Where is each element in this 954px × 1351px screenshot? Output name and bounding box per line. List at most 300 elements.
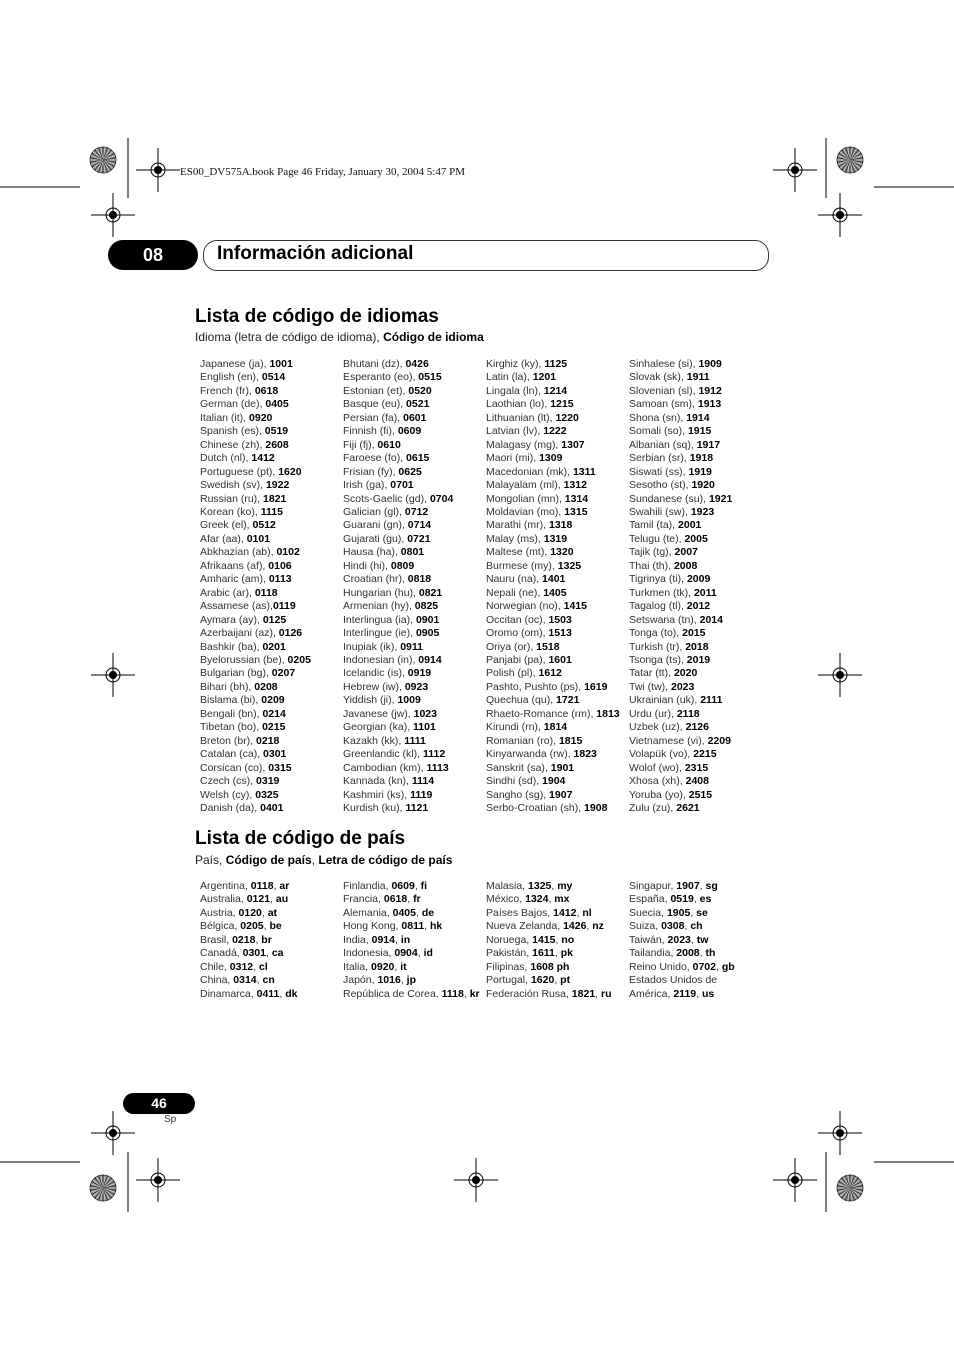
language-name: Ukrainian (uk), — [629, 694, 701, 707]
language-entry — [343, 546, 453, 559]
country-letter-code: ch — [690, 920, 703, 933]
country-letter-code: tw — [696, 933, 709, 946]
country-entry: Francia, 0618, fr — [343, 893, 421, 906]
language-code: 2111 — [700, 694, 723, 707]
language-entry — [200, 479, 311, 492]
language-name: Xhosa (xh), — [629, 775, 686, 788]
language-code: 2007 — [674, 546, 698, 559]
language-name: Turkmen (tk), — [629, 586, 694, 599]
language-entry — [200, 681, 311, 694]
language-name: Assamese (as), — [200, 600, 273, 613]
language-entry — [629, 789, 732, 802]
language-code: 0905 — [415, 627, 440, 640]
country-entry: Noruega, 1415, no — [486, 933, 575, 946]
language-code: 1601 — [548, 653, 572, 666]
country-code: 1324 — [525, 893, 549, 906]
language-entry — [629, 748, 732, 761]
language-code: 0512 — [252, 519, 276, 532]
country-code: 0118 — [250, 880, 274, 892]
language-entry — [629, 654, 732, 667]
language-entry — [200, 493, 311, 506]
language-entry — [343, 775, 453, 788]
language-name: Oriya (or), — [486, 640, 537, 653]
language-name: Persian (fa), — [343, 411, 404, 424]
country-code: 0914 — [371, 933, 395, 946]
language-entry — [629, 439, 732, 452]
language-code: 1119 — [410, 788, 433, 801]
language-name: Hungarian (hu), — [343, 586, 419, 599]
language-name: Telugu (te), — [629, 532, 685, 545]
country-entry: Dinamarca, 0411, dk — [200, 987, 298, 1000]
language-entry — [200, 452, 311, 465]
language-entry — [200, 439, 311, 452]
language-code: 2001 — [678, 519, 702, 532]
language-code: 1115 — [260, 505, 283, 518]
country-name: Reino Unido, — [629, 960, 693, 973]
language-code: 1920 — [691, 479, 715, 492]
country-letter-code: au — [275, 893, 289, 906]
language-name: Macedonian (mk), — [486, 465, 573, 478]
country-letter-code: sg — [705, 880, 718, 892]
country-entry — [486, 961, 612, 974]
language-column — [629, 358, 732, 815]
language-code: 1312 — [563, 479, 587, 492]
language-entry — [629, 452, 732, 465]
language-name: Vietnamese (vi), — [629, 734, 708, 747]
country-code: 2008 — [676, 947, 700, 960]
language-code: 1823 — [573, 748, 597, 761]
language-code: 0914 — [418, 653, 442, 666]
language-code: 0625 — [398, 465, 422, 478]
language-name: Portuguese (pt), — [200, 465, 279, 478]
country-entry: Reino Unido, 0702, gb — [629, 960, 735, 973]
language-name: Uzbek (uz), — [629, 721, 686, 734]
country-code: 0618 — [383, 893, 408, 906]
country-entry: Chile, 0312, cl — [200, 960, 268, 973]
language-entry — [200, 371, 311, 384]
language-code: 0405 — [265, 398, 289, 411]
language-code: 0401 — [260, 801, 284, 814]
language-name: Yoruba (yo), — [629, 788, 689, 801]
language-name: Russian (ru), — [200, 492, 264, 505]
country-letter-code: ru — [601, 987, 612, 1000]
language-code: 1101 — [413, 721, 436, 734]
country-code: 0120 — [238, 906, 262, 919]
language-entry — [629, 519, 732, 532]
language-entry — [200, 573, 311, 586]
country-name: España, — [629, 893, 671, 906]
country-column — [200, 880, 298, 1001]
language-entry — [343, 802, 453, 815]
language-entry — [629, 641, 732, 654]
country-code: 2119 — [673, 987, 697, 1000]
language-name: Latin (la), — [486, 371, 533, 384]
language-code: 0514 — [261, 371, 286, 384]
language-name: Fiji (fj), — [343, 438, 378, 451]
country-name: América, — [629, 987, 674, 1000]
language-name: Samoan (sm), — [629, 398, 698, 411]
language-entry — [343, 721, 453, 734]
country-code: 1907 — [676, 880, 700, 892]
language-name: Turkish (tr), — [629, 640, 686, 653]
country-entry: América, 2119, us — [629, 987, 715, 1000]
language-entry — [200, 775, 311, 788]
language-entry — [200, 667, 311, 680]
language-code: 0919 — [407, 667, 432, 680]
language-code: 1915 — [687, 425, 712, 438]
language-entry — [343, 493, 453, 506]
language-name: Abkhazian (ab), — [200, 546, 277, 559]
language-code: 0712 — [404, 505, 429, 518]
country-code: 1905 — [666, 906, 691, 919]
language-name: German (de), — [200, 398, 266, 411]
language-code: 1612 — [538, 667, 562, 680]
language-entry — [486, 721, 620, 734]
country-code: 0205 — [240, 920, 264, 933]
country-name: Taiwán, — [629, 933, 668, 946]
language-name: Aymara (ay), — [200, 613, 263, 626]
language-entry — [343, 519, 453, 532]
country-code: 0411 — [256, 987, 280, 1000]
country-name: China, — [200, 974, 234, 987]
language-name: Tibetan (bo), — [200, 721, 263, 734]
language-code: 0520 — [408, 384, 432, 397]
language-entry — [486, 587, 620, 600]
language-code: 1111 — [404, 734, 426, 747]
language-entry — [343, 694, 453, 707]
language-code: 0315 — [268, 761, 292, 774]
language-name: Sindhi (sd), — [486, 775, 543, 788]
language-name: Kashmiri (ks), — [343, 788, 411, 801]
language-name: Sanskrit (sa), — [486, 761, 551, 774]
language-name: Swahili (sw), — [629, 505, 691, 518]
registration-target-icon — [136, 148, 180, 192]
language-entry — [200, 614, 311, 627]
language-code: 0101 — [246, 532, 271, 545]
language-code: 1405 — [543, 586, 567, 599]
language-name: Welsh (cy), — [200, 788, 256, 801]
print-info-line: ES00_DV575A.book Page 46 Friday, January 30, 2004 5:47 PM — [180, 166, 465, 178]
language-column — [343, 358, 453, 815]
country-code: 0904 — [394, 947, 418, 960]
registration-wheel-icon — [837, 147, 863, 173]
country-name: Estados Unidos de — [629, 974, 718, 987]
language-code: 2020 — [673, 667, 698, 680]
language-code: 1914 — [686, 411, 710, 424]
language-name: Tajik (tg), — [629, 546, 675, 559]
country-code: 1415 — [532, 933, 556, 946]
language-entry — [629, 573, 732, 586]
language-entry — [200, 412, 311, 425]
language-code: 1917 — [696, 438, 721, 451]
language-code: 1319 — [543, 532, 568, 545]
language-entry — [343, 479, 453, 492]
language-entry — [629, 802, 732, 815]
country-entry: Hong Kong, 0811, hk — [343, 920, 443, 933]
language-entry — [629, 735, 732, 748]
country-letter-code: pt — [560, 974, 571, 987]
country-code: 2023 — [667, 933, 691, 946]
language-name: Irish (ga), — [343, 479, 391, 492]
language-entry — [629, 775, 732, 788]
country-entry: Bélgica, 0205, be — [200, 920, 282, 933]
country-entry: Alemania, 0405, de — [343, 906, 435, 919]
language-entry — [629, 385, 732, 398]
country-name: Canadá, — [200, 947, 243, 960]
country-entry: Suiza, 0308, ch — [629, 920, 703, 933]
language-name: Malay (ms), — [486, 532, 544, 545]
language-entry — [486, 412, 620, 425]
country-letter-code: pk — [560, 947, 573, 960]
language-entry — [486, 641, 620, 654]
language-entry — [200, 708, 311, 721]
country-letter-code: id — [423, 947, 433, 960]
language-code: 0208 — [254, 680, 278, 693]
language-code: 1309 — [539, 452, 563, 465]
language-code: 1325 — [557, 559, 582, 572]
language-code: 0521 — [406, 398, 430, 411]
language-name: Urdu (ur), — [629, 707, 677, 720]
language-entry — [486, 600, 620, 613]
country-entry: Portugal, 1620, pt — [486, 974, 571, 987]
country-name: México, — [486, 893, 526, 906]
language-code: 2315 — [684, 761, 709, 774]
country-letter-code: fi — [420, 880, 428, 892]
country-entry: Taiwán, 2023, tw — [629, 933, 709, 946]
language-code: 0319 — [256, 775, 280, 788]
language-name: Arabic (ar), — [200, 586, 255, 599]
language-name: Burmese (my), — [486, 559, 558, 572]
language-code: 1921 — [708, 492, 733, 505]
country-entry: Malasia, 1325, my — [486, 880, 573, 892]
country-name: Tailandia, — [629, 947, 677, 960]
language-name: Mongolian (mn), — [486, 492, 565, 505]
language-code: 0201 — [262, 640, 286, 653]
language-name: Thai (th), — [629, 559, 674, 572]
language-entry — [343, 358, 453, 371]
country-entry: Federación Rusa, 1821, ru — [486, 987, 612, 1000]
language-entry — [200, 654, 311, 667]
language-code: 0325 — [255, 788, 279, 801]
language-name: Indonesian (in), — [343, 653, 419, 666]
language-entry — [629, 762, 732, 775]
country-entry — [629, 974, 735, 987]
language-entry — [200, 425, 311, 438]
language-entry — [200, 533, 311, 546]
language-code: 0205 — [287, 653, 311, 666]
countries-title: Lista de código de país — [195, 828, 406, 849]
countries-subtitle: País, Código de país, Letra de código de país — [195, 853, 453, 867]
language-name: Laothian (lo), — [486, 398, 551, 411]
language-entry — [343, 425, 453, 438]
language-name: Rhaeto-Romance (rm), — [486, 707, 597, 720]
language-entry — [486, 466, 620, 479]
language-name: Inupiak (ik), — [343, 640, 401, 653]
language-code: 1201 — [532, 371, 557, 384]
country-letter-code: gb — [721, 960, 735, 973]
country-letter-code: de — [421, 906, 435, 919]
language-entry — [200, 587, 311, 600]
language-name: Bashkir (ba), — [200, 640, 263, 653]
language-entry — [486, 748, 620, 761]
country-code: 1016 — [377, 974, 401, 987]
registration-target-icon — [818, 1111, 862, 1155]
language-code: 1912 — [698, 384, 722, 397]
language-code: 1112 — [422, 748, 446, 761]
language-code: 0923 — [404, 680, 429, 693]
language-entry — [629, 560, 732, 573]
language-code: 2515 — [688, 788, 713, 801]
language-entry — [343, 654, 453, 667]
language-name: Kinyarwanda (rw), — [486, 748, 574, 761]
language-entry — [200, 546, 311, 559]
country-entry: Finlandia, 0609, fi — [343, 880, 428, 892]
language-entry — [629, 721, 732, 734]
language-entry — [343, 506, 453, 519]
language-name: Tatar (tt), — [629, 667, 674, 680]
language-code: 0426 — [405, 358, 429, 370]
language-entry — [343, 587, 453, 600]
language-entry — [200, 735, 311, 748]
language-code: 1114 — [411, 775, 435, 788]
language-entry — [629, 398, 732, 411]
language-name: Nepali (ne), — [486, 586, 544, 599]
language-entry — [200, 748, 311, 761]
country-code: 0308 — [661, 920, 685, 933]
language-entry — [343, 398, 453, 411]
language-entry — [200, 466, 311, 479]
country-code: 0609 — [391, 880, 415, 892]
country-name: Filipinas, — [486, 960, 531, 973]
language-name: Kazakh (kk), — [343, 734, 405, 747]
country-name: Suiza, — [629, 920, 662, 933]
country-code: 1821 — [571, 987, 596, 1000]
language-entry — [486, 519, 620, 532]
language-name: Italian (it), — [200, 411, 250, 424]
language-name: Bihari (bh), — [200, 680, 255, 693]
language-code: 0515 — [418, 371, 442, 384]
language-entry — [486, 546, 620, 559]
language-name: English (en), — [200, 371, 262, 384]
language-code: 0610 — [377, 438, 401, 451]
language-code: 0519 — [264, 425, 289, 438]
language-code: 2015 — [682, 627, 706, 640]
country-column — [343, 880, 480, 1001]
language-name: Volapük (vo), — [629, 748, 694, 761]
language-code: 0207 — [271, 667, 296, 680]
language-entry — [486, 789, 620, 802]
language-name: Shona (sn), — [629, 411, 687, 424]
language-name: Galician (gl), — [343, 505, 405, 518]
language-name: Danish (da), — [200, 801, 261, 814]
language-code: 2005 — [684, 532, 708, 545]
country-column — [629, 880, 735, 1001]
language-code: 1215 — [550, 398, 574, 411]
language-entry — [343, 789, 453, 802]
country-code: 0121 — [246, 893, 271, 906]
language-name: Yiddish (ji), — [343, 694, 398, 707]
language-entry — [200, 519, 311, 532]
language-entry — [629, 466, 732, 479]
country-entry: Singapur, 1907, sg — [629, 880, 718, 892]
language-name: Japanese (ja), — [200, 358, 270, 370]
language-entry — [486, 358, 620, 371]
language-code: 1315 — [564, 505, 588, 518]
language-name: Hindi (hi), — [343, 559, 391, 572]
language-name: Polish (pl), — [486, 667, 539, 680]
registration-wheel-icon — [837, 1175, 863, 1201]
language-name: Kurdish (ku), — [343, 801, 406, 814]
registration-target-icon — [818, 193, 862, 237]
country-name: Argentina, — [200, 880, 251, 892]
language-name: Moldavian (mo), — [486, 505, 565, 518]
country-code: 1620 — [530, 974, 555, 987]
language-entry — [343, 667, 453, 680]
language-name: Spanish (es), — [200, 425, 265, 438]
language-name: Dutch (nl), — [200, 452, 252, 465]
language-entry — [629, 506, 732, 519]
country-entry: Australia, 0121, au — [200, 893, 289, 906]
country-name: Austria, — [200, 906, 239, 919]
registration-target-icon — [136, 1158, 180, 1202]
language-name: Lithuanian (lt), — [486, 411, 556, 424]
language-entry — [629, 533, 732, 546]
country-entry: Japón, 1016, jp — [343, 974, 416, 987]
language-entry — [486, 452, 620, 465]
registration-target-icon — [91, 653, 135, 697]
language-name: Latvian (lv), — [486, 425, 544, 438]
language-name: Sesotho (st), — [629, 479, 692, 492]
country-entry: Argentina, 0118, ar — [200, 880, 290, 892]
country-name: Nueva Zelanda, — [486, 920, 564, 933]
language-entry — [486, 371, 620, 384]
language-code: 1513 — [548, 627, 572, 640]
language-entry — [486, 573, 620, 586]
country-name: Países Bajos, — [486, 906, 554, 919]
language-code: 1009 — [397, 694, 421, 707]
language-entry — [486, 506, 620, 519]
language-code: 1814 — [543, 721, 568, 734]
page-language: Sp — [164, 1114, 177, 1125]
language-code: 2608 — [265, 438, 289, 451]
language-name: Siswati (ss), — [629, 465, 689, 478]
language-entry — [200, 789, 311, 802]
language-entry — [200, 600, 311, 613]
language-entry — [629, 493, 732, 506]
language-name: Basque (eu), — [343, 398, 407, 411]
country-name: Bélgica, — [200, 920, 241, 933]
language-entry — [486, 385, 620, 398]
country-name: Dinamarca, — [200, 987, 257, 1000]
registration-target-icon — [818, 653, 862, 697]
language-code: 1518 — [536, 640, 560, 653]
registration-wheel-icon — [90, 147, 116, 173]
language-name: Marathi (mr), — [486, 519, 549, 532]
language-entry — [629, 694, 732, 707]
language-code: 0701 — [390, 479, 414, 492]
language-code: 0825 — [414, 600, 439, 613]
language-code: 1318 — [549, 519, 573, 532]
language-entry — [486, 735, 620, 748]
language-entry — [200, 358, 311, 371]
language-code: 2126 — [685, 721, 709, 734]
languages-subtitle: Idioma (letra de código de idioma), Código de idioma — [195, 330, 484, 344]
language-code: 0601 — [403, 411, 427, 424]
language-name: Frisian (fy), — [343, 465, 399, 478]
language-name: Byelorussian (be), — [200, 653, 288, 666]
country-code: 1118 — [441, 987, 464, 1000]
country-letter-code: es — [699, 893, 712, 906]
